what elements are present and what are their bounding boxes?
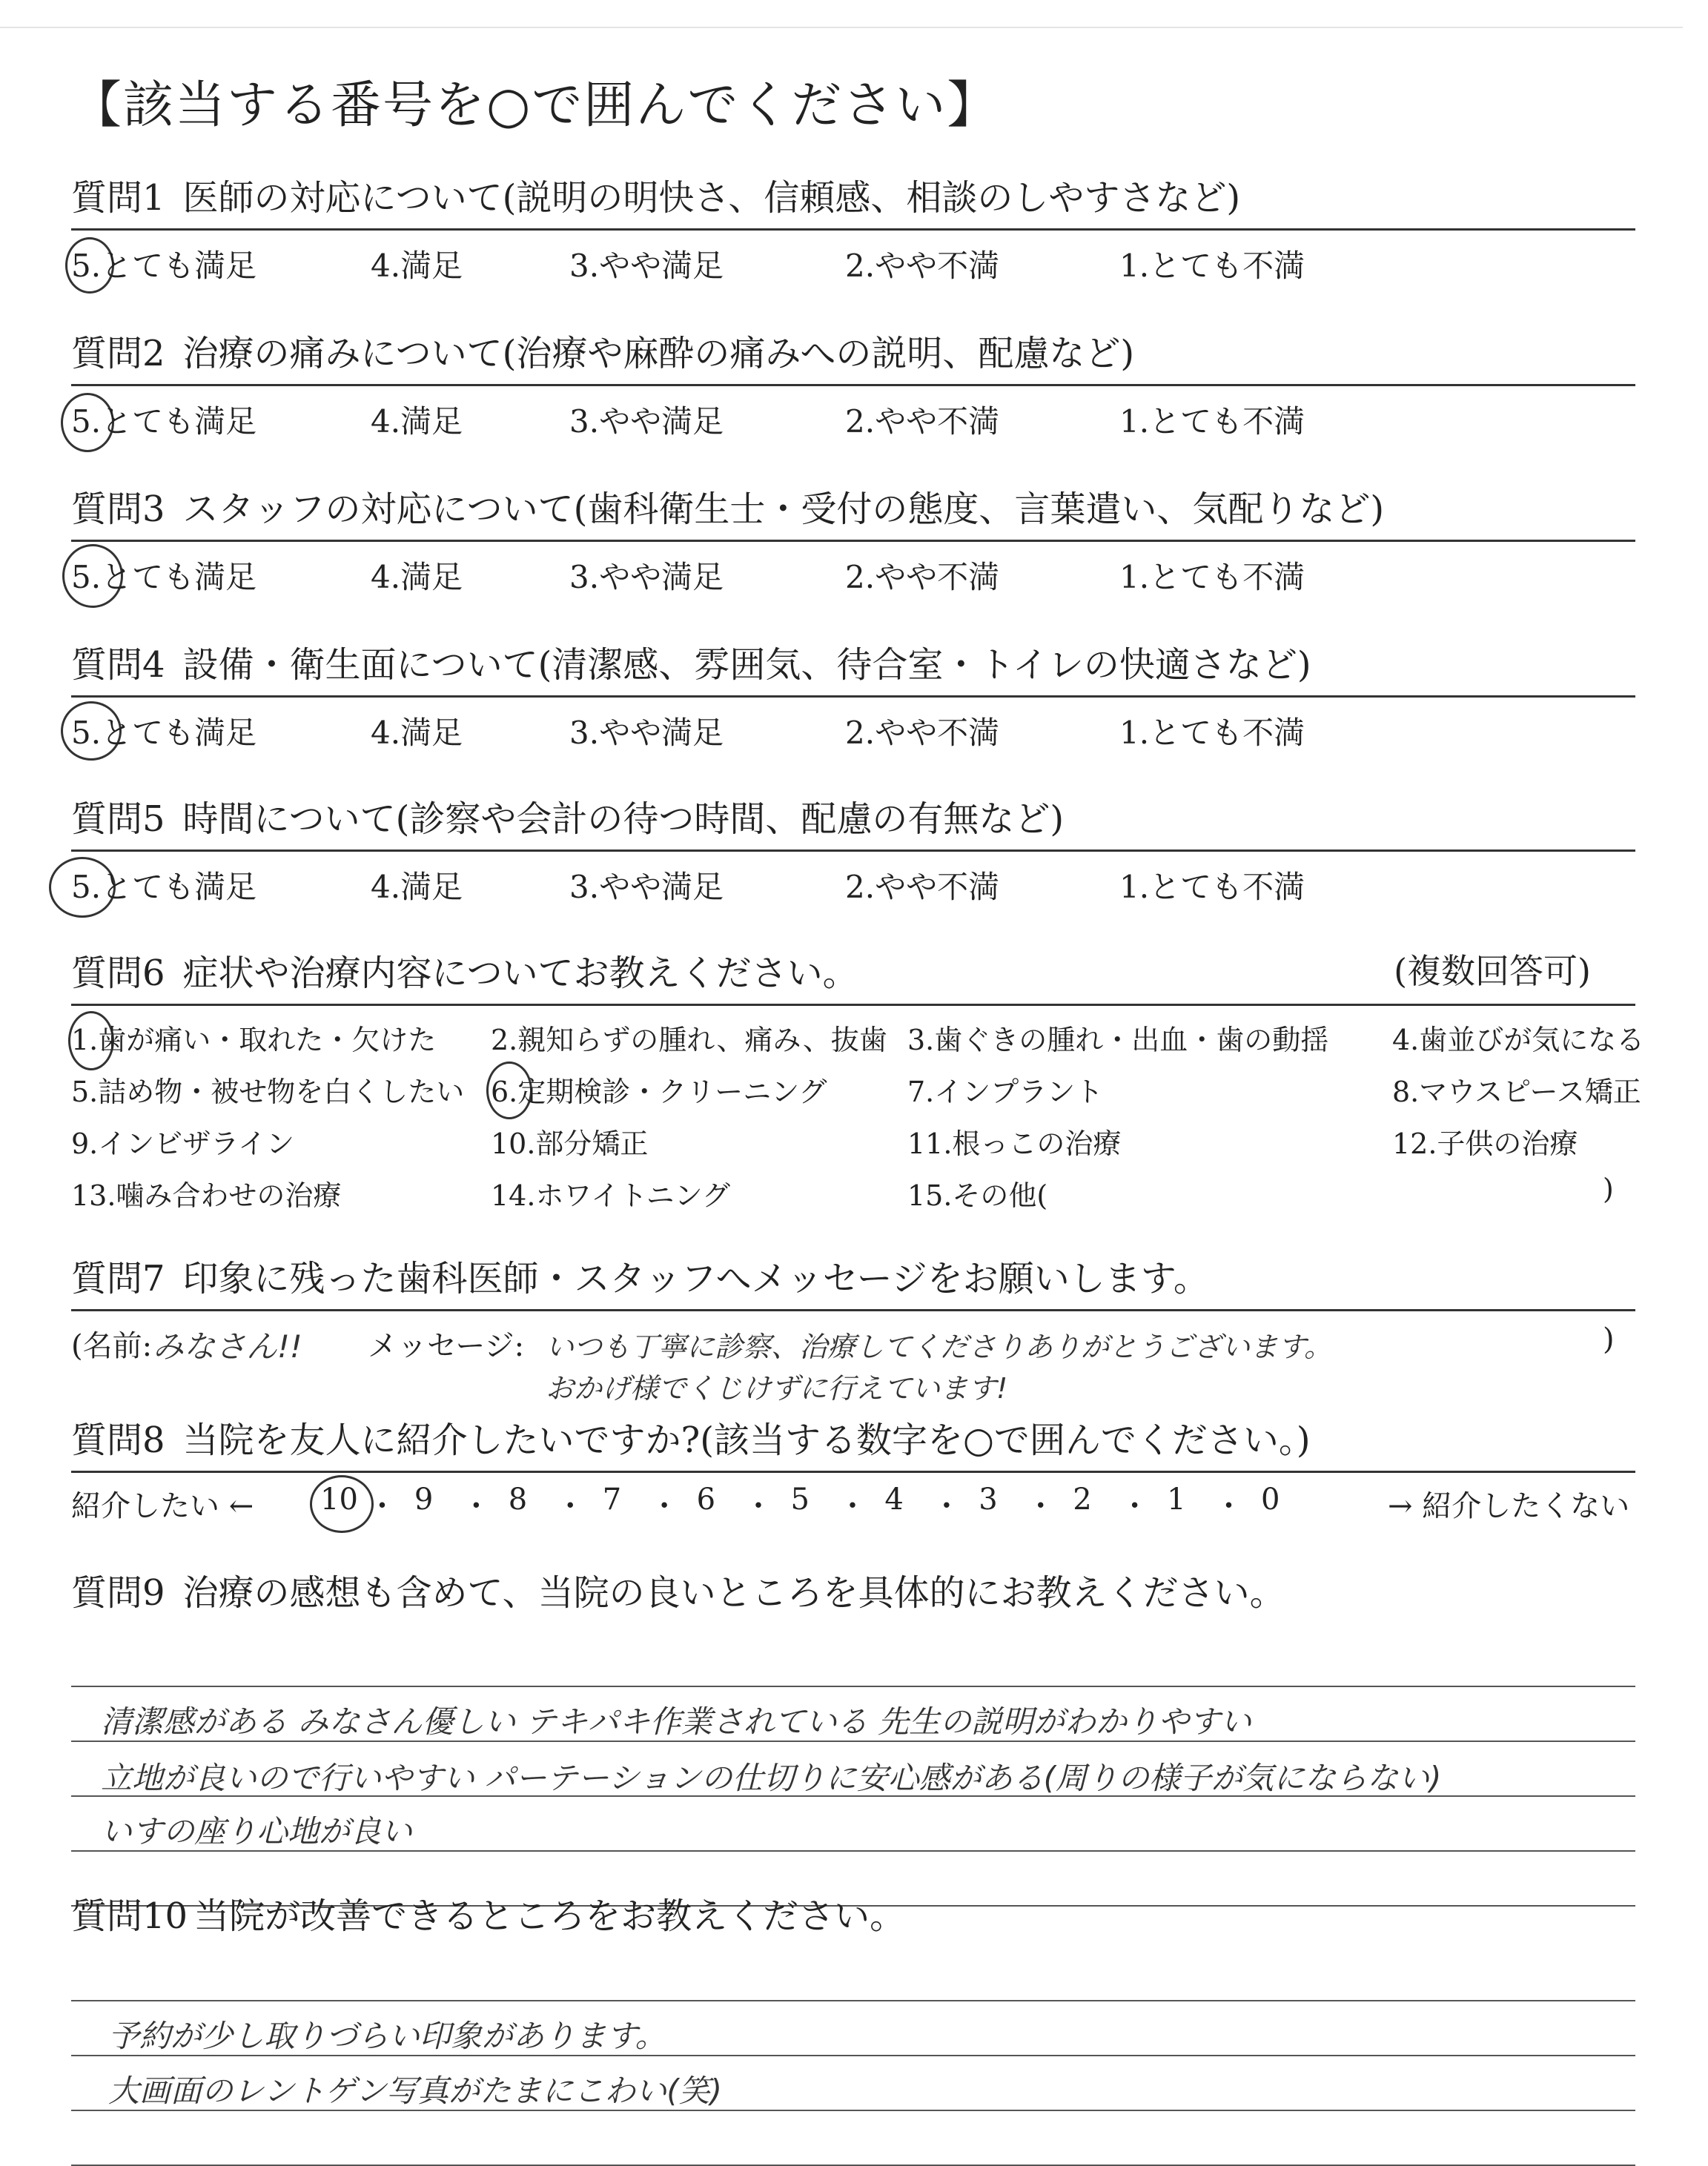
question-header bbox=[71, 1411, 1635, 1468]
question-10 bbox=[71, 1887, 1635, 2109]
q9-answer-line-2: 立地が良いので行いやすい パーテーションの仕切りに安心感がある(周りの様子が気にならない) bbox=[101, 1760, 1442, 1796]
choice-5[interactable]: 5.とても満足 bbox=[71, 403, 257, 440]
choice-5[interactable]: 5.とても満足 bbox=[71, 715, 257, 751]
question-rule bbox=[71, 695, 1635, 698]
choice-1[interactable]: 1.とても不満 bbox=[1119, 559, 1305, 595]
scale-point-1[interactable]: 1 bbox=[1167, 1483, 1186, 1517]
question-rule bbox=[71, 228, 1635, 231]
question-4 bbox=[71, 636, 1635, 756]
choice-5[interactable]: 5.とても満足 bbox=[71, 559, 257, 595]
scale-point-2[interactable]: 2 bbox=[1073, 1483, 1092, 1517]
choice-5[interactable]: 5.とても満足 bbox=[71, 248, 257, 284]
choice-2[interactable]: 2.やや不満 bbox=[845, 559, 1000, 595]
scale-separator: ・ bbox=[367, 1489, 397, 1523]
scale-separator: ・ bbox=[1119, 1489, 1150, 1523]
name-handwritten: みなさん!! bbox=[153, 1328, 302, 1365]
choice-4[interactable]: 4.満足 bbox=[371, 559, 463, 595]
scale-separator: ・ bbox=[1214, 1489, 1244, 1523]
question-text: 当院が改善できるところをお教えください。 bbox=[193, 1895, 906, 1937]
answer-line bbox=[71, 2000, 1635, 2001]
question-text: 治療の痛みについて(治療や麻酔の痛みへの説明、配慮など) bbox=[182, 333, 1135, 374]
q9-answer-line-1: 清潔感がある みなさん優しい テキパキ作業されている 先生の説明がわかりやすい bbox=[101, 1703, 1252, 1740]
choice-4[interactable]: 4.満足 bbox=[371, 403, 463, 440]
question-2 bbox=[71, 325, 1635, 445]
question-header bbox=[71, 480, 1635, 537]
rating-choices bbox=[71, 704, 1635, 756]
choice-1[interactable]: 1.とても不満 bbox=[1119, 715, 1305, 751]
question-rule bbox=[71, 540, 1635, 542]
scale-separator: ・ bbox=[555, 1489, 586, 1523]
q7-answer bbox=[71, 1322, 1635, 1426]
question-number: 質問10 bbox=[71, 1895, 188, 1937]
q6-other-close-paren: ) bbox=[1603, 1173, 1614, 1205]
question-6 bbox=[71, 944, 1645, 1239]
choice-3[interactable]: 3.やや満足 bbox=[569, 248, 724, 284]
question-text: 医師の対応について(説明の明快さ、信頼感、相談のしやすさなど) bbox=[182, 177, 1241, 219]
message-label: メッセージ: bbox=[368, 1329, 525, 1363]
question-text: 設備・衛生面について(清潔感、雰囲気、待合室・トイレの快適さなど) bbox=[182, 644, 1311, 686]
q9-answer-line-3: いすの座り心地が良い bbox=[101, 1813, 413, 1849]
q10-answer-line-1: 予約が少し取りづらい印象があります。 bbox=[108, 2018, 666, 2054]
scale-left-label: 紹介したい ← bbox=[71, 1489, 254, 1523]
question-number: 質問6 bbox=[71, 953, 165, 994]
scale-point-7[interactable]: 7 bbox=[602, 1483, 622, 1517]
scale-point-4[interactable]: 4 bbox=[884, 1483, 904, 1517]
scale-point-10[interactable]: 10 bbox=[320, 1483, 358, 1517]
question-header bbox=[71, 169, 1635, 225]
question-5 bbox=[71, 790, 1635, 910]
choice-2[interactable]: 2.やや不満 bbox=[845, 248, 1000, 284]
multiple-answers-note: (複数回答可) bbox=[1394, 951, 1591, 991]
choice-4[interactable]: 4.満足 bbox=[371, 715, 463, 751]
scale-point-8[interactable]: 8 bbox=[508, 1483, 528, 1517]
choice-2[interactable]: 2.やや不満 bbox=[845, 715, 1000, 751]
question-header bbox=[71, 636, 1635, 692]
q6-option-12[interactable]: 12.子供の治療 bbox=[1392, 1127, 1578, 1160]
message-handwritten-line-1: いつも丁寧に診察、治療してくださりありがとうございます。 bbox=[546, 1331, 1332, 1363]
question-rule bbox=[71, 849, 1635, 852]
q6-option-13[interactable]: 13.噛み合わせの治療 bbox=[71, 1179, 342, 1212]
choice-1[interactable]: 1.とても不満 bbox=[1119, 869, 1305, 905]
scale-point-9[interactable]: 9 bbox=[414, 1483, 434, 1517]
question-number: 質問3 bbox=[71, 488, 165, 530]
q6-option-3[interactable]: 3.歯ぐきの腫れ・出血・歯の動揺 bbox=[907, 1024, 1329, 1056]
q6-option-11[interactable]: 11.根っこの治療 bbox=[907, 1127, 1122, 1160]
scale-separator: ・ bbox=[931, 1489, 961, 1523]
question-number: 質問1 bbox=[71, 177, 165, 219]
question-header bbox=[71, 1887, 1635, 1944]
choice-3[interactable]: 3.やや満足 bbox=[569, 403, 724, 440]
q6-option-15[interactable]: 15.その他( bbox=[907, 1179, 1048, 1212]
question-number: 質問5 bbox=[71, 798, 165, 840]
rating-choices bbox=[71, 549, 1635, 600]
question-header bbox=[71, 1250, 1635, 1306]
q6-options bbox=[71, 1017, 1645, 1239]
message-handwritten-line-2: おかげ様でくじけずに行えています! bbox=[546, 1372, 1008, 1405]
question-number: 質問4 bbox=[71, 644, 165, 686]
answer-line bbox=[71, 1686, 1635, 1687]
question-8 bbox=[71, 1411, 1635, 1542]
choice-3[interactable]: 3.やや満足 bbox=[569, 559, 724, 595]
q6-option-14[interactable]: 14.ホワイトニング bbox=[491, 1179, 731, 1212]
rating-choices bbox=[71, 237, 1635, 289]
rating-choices bbox=[71, 858, 1635, 910]
scale-separator: ・ bbox=[649, 1489, 680, 1523]
question-rule bbox=[71, 1309, 1635, 1311]
question-header bbox=[71, 325, 1635, 381]
question-number: 質問9 bbox=[71, 1572, 165, 1614]
question-7 bbox=[71, 1250, 1635, 1426]
choice-3[interactable]: 3.やや満足 bbox=[569, 869, 724, 905]
question-text: スタッフの対応について(歯科衛生士・受付の態度、言葉遣い、気配りなど) bbox=[182, 488, 1385, 530]
choice-5[interactable]: 5.とても満足 bbox=[71, 869, 257, 905]
question-header bbox=[71, 790, 1635, 847]
scale-separator: ・ bbox=[744, 1489, 774, 1523]
question-9 bbox=[71, 1564, 1635, 1849]
scale-point-0[interactable]: 0 bbox=[1261, 1483, 1280, 1517]
choice-1[interactable]: 1.とても不満 bbox=[1119, 248, 1305, 284]
message-close-paren: ) bbox=[1603, 1322, 1615, 1357]
q6-option-1[interactable]: 1.歯が痛い・取れた・欠けた bbox=[71, 1024, 437, 1056]
question-rule bbox=[71, 384, 1635, 386]
q6-option-10[interactable]: 10.部分矯正 bbox=[491, 1127, 649, 1160]
q6-option-5[interactable]: 5.詰め物・被せ物を白くしたい bbox=[71, 1076, 465, 1108]
choice-1[interactable]: 1.とても不満 bbox=[1119, 403, 1305, 440]
scale-separator: ・ bbox=[1025, 1489, 1056, 1523]
question-text: 症状や治療内容についてお教えください。 bbox=[182, 953, 858, 994]
scale-point-5[interactable]: 5 bbox=[790, 1483, 810, 1517]
rating-choices bbox=[71, 393, 1635, 445]
q6-option-2[interactable]: 2.親知らずの腫れ、痛み、抜歯 bbox=[491, 1024, 887, 1056]
question-1 bbox=[71, 169, 1635, 289]
scale-point-3[interactable]: 3 bbox=[979, 1483, 998, 1517]
q6-option-8[interactable]: 8.マウスピース矯正 bbox=[1392, 1076, 1641, 1108]
choice-2[interactable]: 2.やや不満 bbox=[845, 403, 1000, 440]
choice-4[interactable]: 4.満足 bbox=[371, 248, 463, 284]
name-label: (名前: bbox=[71, 1329, 153, 1363]
question-text: 時間について(診察や会計の待つ時間、配慮の有無など) bbox=[182, 798, 1065, 840]
scale-points bbox=[320, 1483, 1366, 1527]
recommend-scale bbox=[71, 1483, 1635, 1542]
question-number: 質問2 bbox=[71, 333, 165, 374]
question-text: 印象に残った歯科医師・スタッフへメッセージをお願いします。 bbox=[182, 1258, 1209, 1299]
choice-4[interactable]: 4.満足 bbox=[371, 869, 463, 905]
q6-option-4[interactable]: 4.歯並びが気になる bbox=[1392, 1024, 1645, 1056]
question-number: 質問7 bbox=[71, 1258, 165, 1299]
choice-2[interactable]: 2.やや不満 bbox=[845, 869, 1000, 905]
question-text: 治療の感想も含めて、当院の良いところを具体的にお教えください。 bbox=[182, 1572, 1285, 1614]
scale-right-label: → 紹介したくない bbox=[1388, 1489, 1630, 1523]
q6-option-7[interactable]: 7.インプラント bbox=[907, 1076, 1104, 1108]
q10-answer-line-2: 大画面のレントゲン写真がたまにこわい(笑) bbox=[108, 2073, 723, 2109]
question-header bbox=[71, 944, 1635, 1001]
scale-point-6[interactable]: 6 bbox=[696, 1483, 716, 1517]
question-header bbox=[71, 1564, 1635, 1620]
page-title: 【該当する番号を○で囲んでください】 bbox=[71, 76, 999, 135]
choice-3[interactable]: 3.やや満足 bbox=[569, 715, 724, 751]
scale-separator: ・ bbox=[837, 1489, 867, 1523]
q6-option-9[interactable]: 9.インビザライン bbox=[71, 1127, 295, 1160]
question-3 bbox=[71, 480, 1635, 600]
q6-option-6[interactable]: 6.定期検診・クリーニング bbox=[491, 1076, 827, 1108]
top-rule bbox=[0, 27, 1683, 28]
question-rule bbox=[71, 1471, 1635, 1473]
question-text: 当院を友人に紹介したいですか?(該当する数字を○で囲んでください。) bbox=[182, 1420, 1311, 1461]
question-number: 質問8 bbox=[71, 1420, 165, 1461]
scale-separator: ・ bbox=[461, 1489, 491, 1523]
question-rule bbox=[71, 1004, 1635, 1006]
